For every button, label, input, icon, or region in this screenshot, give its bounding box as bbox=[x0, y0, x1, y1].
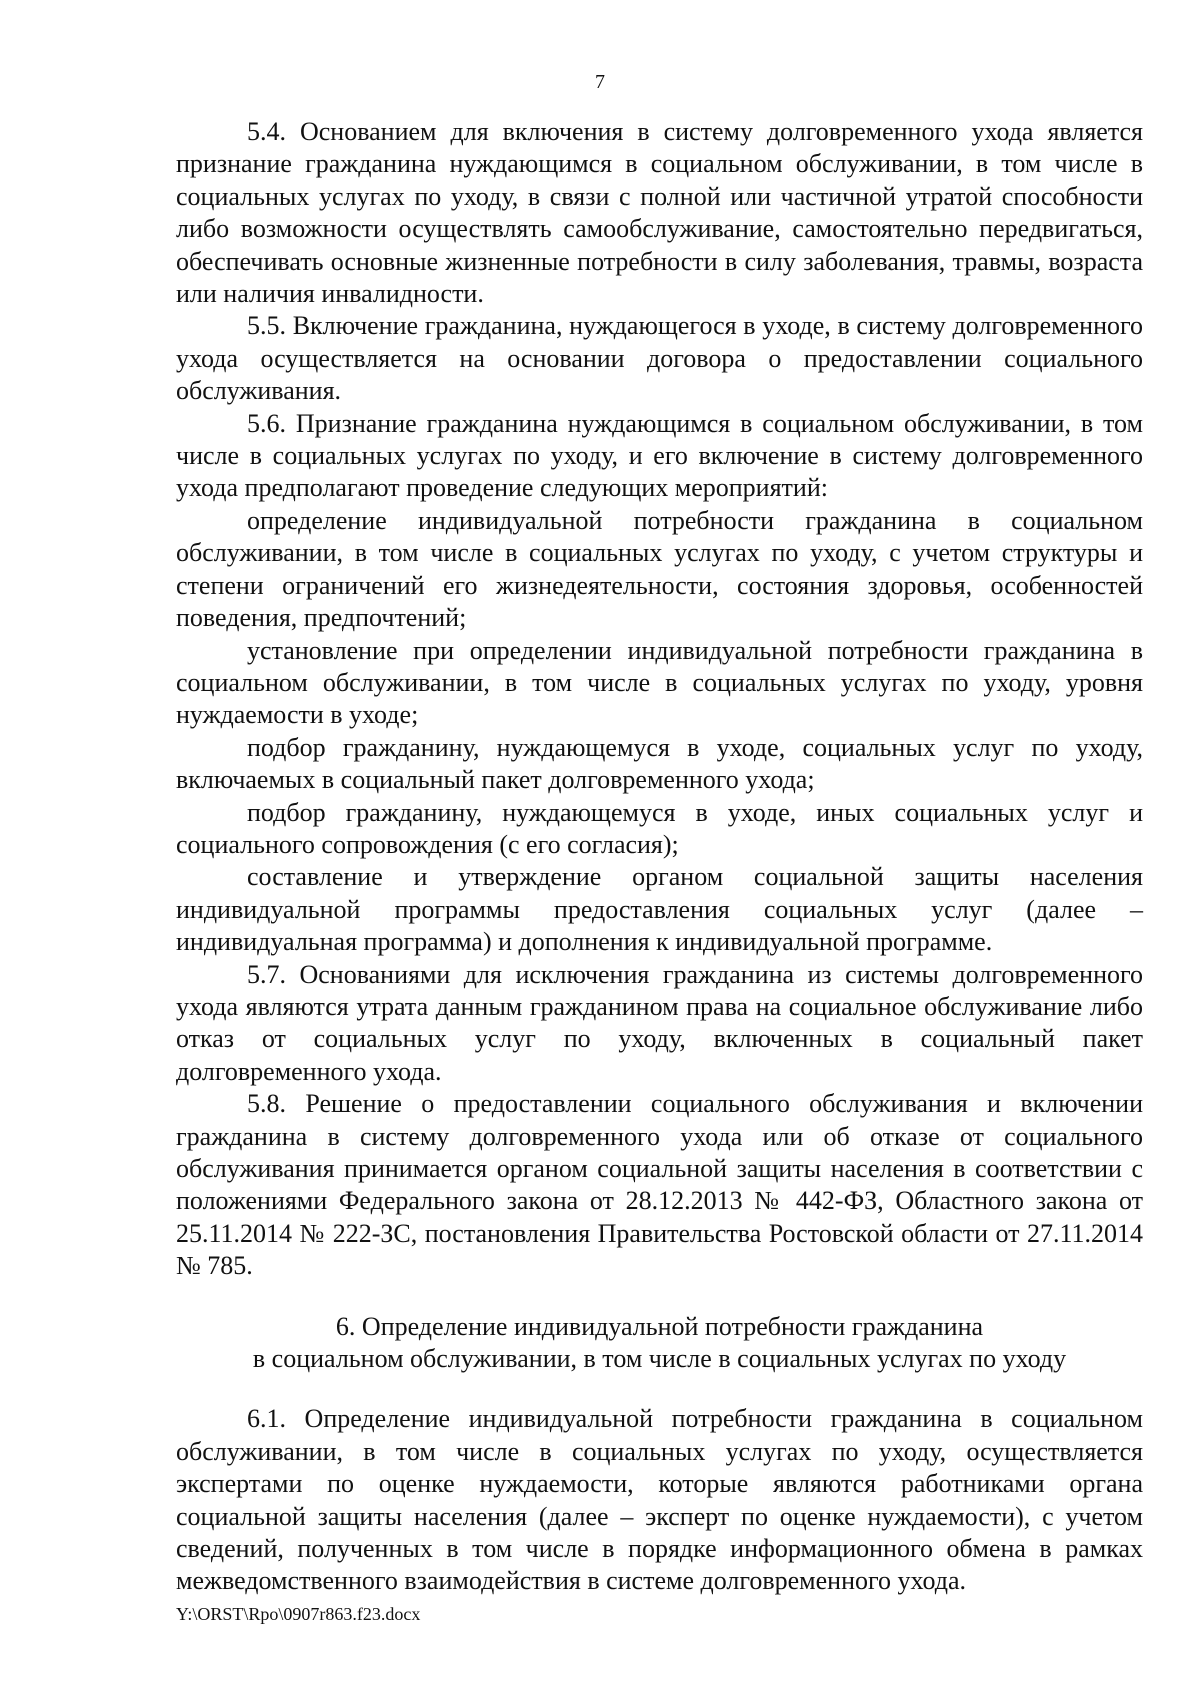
paragraph-6-1: 6.1. Определение индивидуальной потребности гражданина в социальном обслуживании, в том числе в социальных услугах по уходу, осуществляется экспертами по оценке нуждаемости, которые являются работниками органа социальной защиты населения (далее – эксперт по оценке нуждаемости), с учетом сведений, полученных в том числе в порядке информационного обмена в рамках межведомственного взаимодействия в системе долговременного ухода. bbox=[176, 1404, 1143, 1596]
section-heading bbox=[176, 1311, 1143, 1376]
section-heading-line-1: 6. Определение индивидуальной потребности гражданина bbox=[335, 1311, 984, 1341]
paragraph-5-7: 5.7. Основаниями для исключения гражданина из системы долговременного ухода являются утрата данным гражданином права на социальное обслуживание либо отказ от социальных услуг по уходу, включенных в социальный пакет долговременного ухода. bbox=[176, 959, 1143, 1086]
footer-file-path: Y:\ORST\Rpo\0907r863.f23.docx bbox=[176, 1604, 421, 1624]
list-item-care-services: подбор гражданину, нуждающемуся в уходе, социальных услуг по уходу, включаемых в социальный пакет долговременного ухода; bbox=[176, 732, 1143, 795]
list-item-care-level: установление при определении индивидуальной потребности гражданина в социальном обслуживании, в том числе в социальных услугах по уходу, уровня нуждаемости в уходе; bbox=[176, 635, 1143, 730]
document-body bbox=[176, 116, 1143, 1598]
list-item-needs-assessment: определение индивидуальной потребности гражданина в социальном обслуживании, в том числе в социальных услугах по уходу, с учетом структуры и степени ограничений его жизнедеятельности, состояния здоровья, особенностей поведения, предпочтений; bbox=[176, 505, 1143, 633]
page-number: 7 bbox=[595, 71, 605, 93]
paragraph-5-6: 5.6. Признание гражданина нуждающимся в социальном обслуживании, в том числе в социальных услугах по уходу, и его включение в систему долговременного ухода предполагают проведение следующих мероприятий: bbox=[176, 408, 1143, 503]
paragraph-5-5: 5.5. Включение гражданина, нуждающегося в уходе, в систему долговременного ухода осуществляется на основании договора о предоставлении социального обслуживания. bbox=[176, 311, 1143, 406]
paragraph-5-8: 5.8. Решение о предоставлении социального обслуживания и включении гражданина в систему долговременного ухода или об отказе от социального обслуживания принимается органом социальной защиты населения в соответствии с положениями Федерального закона от 28.12.2013 № 442-ФЗ, Областного закона от 25.11.2014 № 222-ЗС, постановления Правительства Ростовской области от 27.11.2014 № 785. bbox=[176, 1089, 1143, 1281]
list-item-individual-program: составление и утверждение органом социальной защиты населения индивидуальной программы предоставления социальных услуг (далее – индивидуальная программа) и дополнения к индивидуальной программе. bbox=[176, 862, 1143, 957]
list-item-other-services: подбор гражданину, нуждающемуся в уходе, иных социальных услуг и социального сопровождения (с его согласия); bbox=[176, 797, 1143, 859]
paragraph-5-4: 5.4. Основанием для включения в систему долговременного ухода является признание гражданина нуждающимся в социальном обслуживании, в том числе в социальных услугах по уходу, в связи с полной или частичной утратой способности либо возможности осуществлять самообслуживание, самостоятельно передвигаться, обеспечивать основные жизненные потребности в силу заболевания, травмы, возраста или наличия инвалидности. bbox=[176, 117, 1143, 309]
section-heading-line-2: в социальном обслуживании, в том числе в социальных услугах по уходу bbox=[252, 1344, 1067, 1374]
